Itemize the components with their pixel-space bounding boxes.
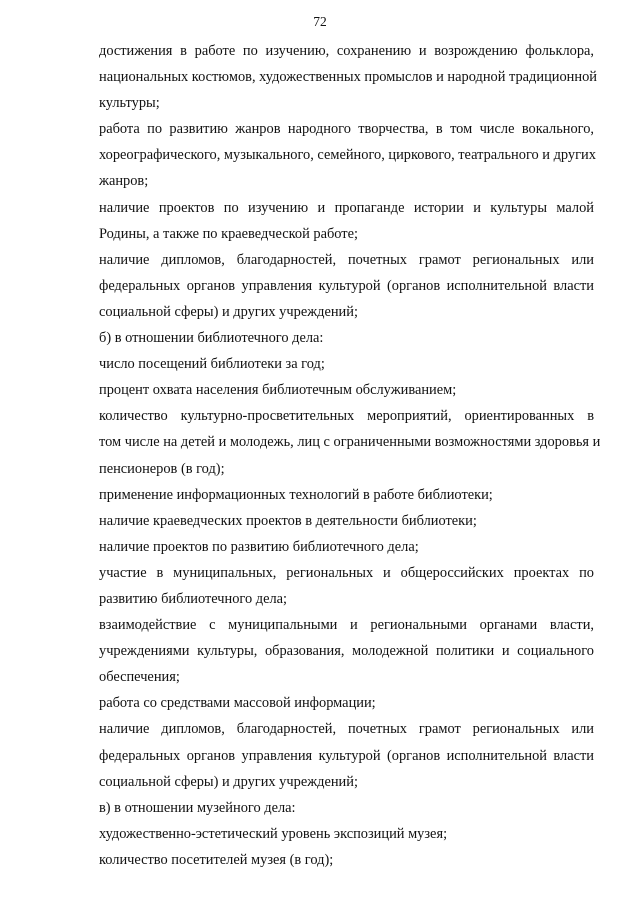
text-line: социальной сферы) и других учреждений; — [99, 303, 358, 320]
paragraph — [61, 482, 594, 508]
paragraph — [61, 195, 594, 247]
text-line: хореографического, музыкального, семейного, циркового, театрального и других — [99, 147, 596, 164]
text-line: количество посетителей музея (в год); — [99, 851, 334, 868]
paragraph — [61, 534, 594, 560]
text-line: процент охвата населения библиотечным обслуживанием; — [99, 382, 457, 399]
text-line: обеспечения; — [99, 669, 180, 686]
text-line: Родины, а также по краеведческой работе; — [99, 225, 358, 242]
text-line: число посещений библиотеки за год; — [99, 356, 325, 373]
text-line: работа по развитию жанров народного творчества, в том числе вокального, — [99, 121, 594, 138]
page-number: 72 — [313, 14, 327, 29]
paragraph — [61, 795, 594, 821]
paragraph — [61, 247, 594, 325]
paragraph — [61, 351, 594, 377]
document-body — [61, 38, 601, 873]
text-line: развитию библиотечного дела; — [99, 590, 288, 607]
text-line: наличие проектов по изучению и пропаганде истории и культуры малой — [99, 199, 594, 216]
paragraph — [61, 847, 594, 873]
text-line: федеральных органов управления культурой (органов исполнительной власти — [99, 277, 594, 294]
paragraph — [61, 690, 594, 716]
paragraph — [61, 612, 594, 690]
paragraph — [61, 116, 594, 194]
paragraph — [61, 403, 601, 481]
text-line: культуры; — [99, 95, 160, 112]
text-line: количество культурно-просветительных мероприятий, ориентированных в — [99, 408, 594, 425]
paragraph — [61, 716, 594, 794]
text-line: наличие дипломов, благодарностей, почетных грамот региональных или — [99, 251, 594, 268]
text-line: учреждениями культуры, образования, молодежной политики и социального — [99, 643, 594, 660]
text-line: федеральных органов управления культурой (органов исполнительной власти — [99, 747, 594, 764]
text-line: в) в отношении музейного дела: — [99, 799, 296, 816]
paragraph — [61, 325, 594, 351]
text-line: пенсионеров (в год); — [99, 460, 225, 477]
text-line: том числе на детей и молодежь, лиц с ограниченными возможностями здоровья и — [99, 434, 601, 451]
text-line: социальной сферы) и других учреждений; — [99, 773, 358, 790]
text-line: художественно-эстетический уровень экспозиций музея; — [99, 825, 448, 842]
paragraph — [61, 821, 594, 847]
paragraph — [61, 377, 594, 403]
text-line: национальных костюмов, художественных промыслов и народной традиционной — [99, 69, 597, 86]
text-line: б) в отношении библиотечного дела: — [99, 330, 324, 347]
text-line: наличие дипломов, благодарностей, почетных грамот региональных или — [99, 721, 594, 738]
text-line: достижения в работе по изучению, сохранению и возрождению фольклора, — [99, 43, 594, 59]
text-line: взаимодействие с муниципальными и региональными органами власти, — [99, 617, 594, 634]
text-line: участие в муниципальных, региональных и общероссийских проектах по — [99, 564, 594, 581]
paragraph — [61, 560, 594, 612]
paragraph — [61, 508, 594, 534]
text-line: работа со средствами массовой информации; — [99, 695, 376, 712]
text-line: применение информационных технологий в работе библиотеки; — [99, 486, 493, 503]
paragraph — [61, 38, 597, 116]
text-line: жанров; — [99, 173, 149, 190]
text-line: наличие краеведческих проектов в деятельности библиотеки; — [99, 512, 477, 529]
text-line: наличие проектов по развитию библиотечного дела; — [99, 538, 419, 555]
